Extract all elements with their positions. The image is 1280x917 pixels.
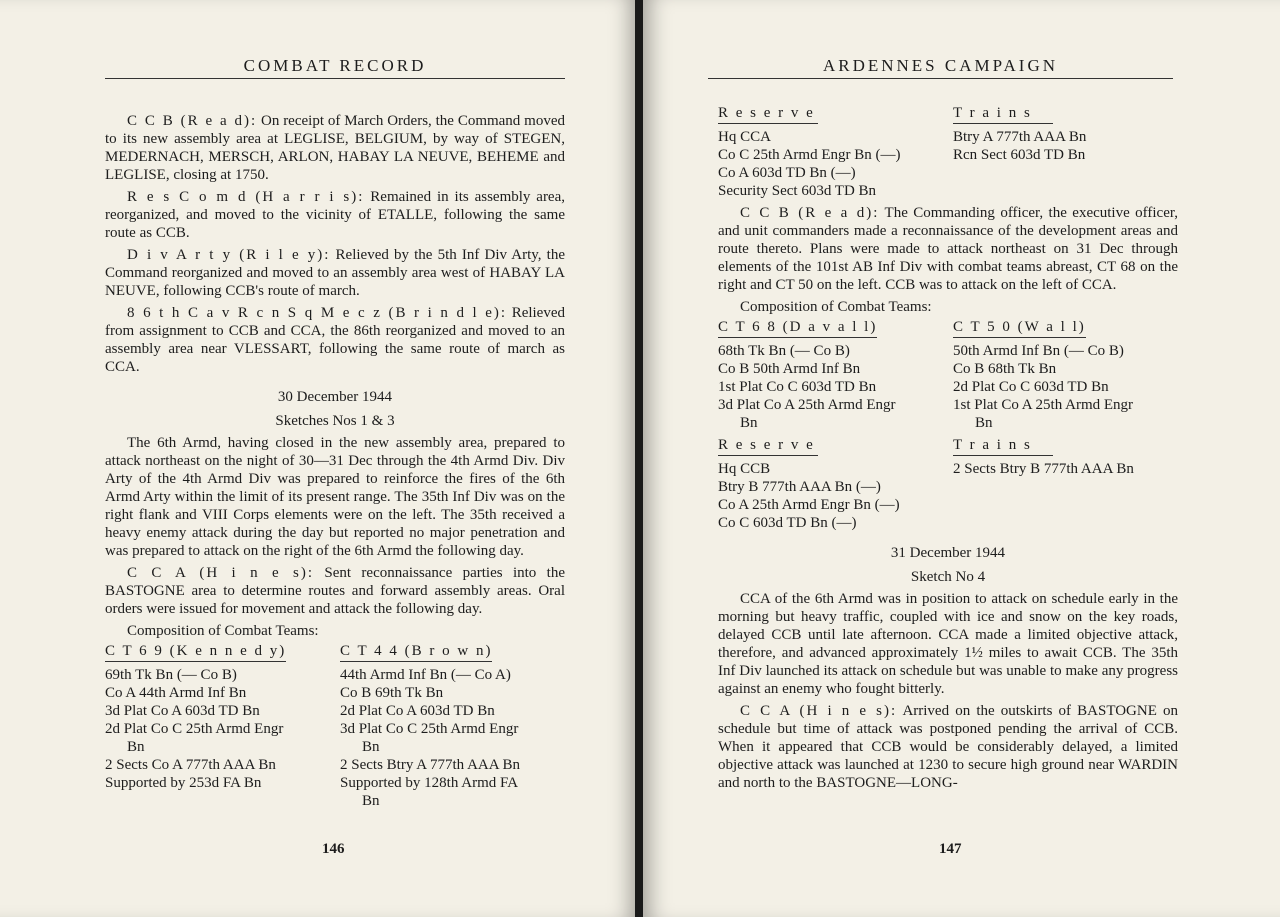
paragraph-text: On receipt of March Orders, the Command moved to its new assembly area at LEGLISE, BELGIUM, by way of STEGEN, MEDERNACH, MERSCH, ARLON, HABAY LA NEUVE, BEHEME and LEGLISE, closing at 1750. (105, 113, 565, 183)
page-number: 146 (322, 841, 345, 857)
group-column (718, 104, 943, 200)
unit-line: Rcn Sect 603d TD Bn (953, 147, 1086, 163)
paragraph-text: The 6th Armd, having closed in the new assembly area, prepared to attack northeast on the night of 30—31 Dec through the 4th Armd Div. Div Arty of the 4th Armd Div was prepared to reinforce the fires of the 6th Armd Arty within the limit of its present range. The 35th Inf Div was on the right flank and VIII Corps elements were on the left. The 35th received a heavy enemy attack during the day but reported no major penetration and was prepared to attack on the right of the 6th Armd the following day. (105, 435, 565, 559)
sketch-heading: Sketch No 4 (910, 569, 986, 585)
group-heading: T r a i n s (953, 436, 1053, 456)
reserve-trains-block (718, 104, 1178, 200)
unit-line: Bn (362, 793, 380, 809)
sketch-heading: Sketches Nos 1 & 3 (275, 413, 395, 429)
unit-line: Co B 68th Tk Bn (953, 361, 1057, 377)
unit-line: Co C 603d TD Bn (—) (718, 515, 857, 531)
paragraph-lead: C C B (R e a d): (740, 205, 880, 221)
paragraph-lead: C C B (R e a d): (127, 113, 258, 129)
unit-line: 3d Plat Co C 25th Armd Engr (340, 721, 519, 737)
paragraph-text: Sent reconnaissance parties into the BASTOGNE area to determine routes and forward assembly areas. Oral orders were issued for movement and attack the following day. (105, 565, 566, 617)
reserve-trains-block (718, 436, 1178, 532)
paragraph-lead: C C A (H i n e s): (127, 565, 314, 581)
team-column (105, 642, 330, 810)
paragraph-text: CCA of the 6th Armd was in position to attack on schedule early in the morning but heavy traffic, coupled with ice and snow on the key roads, delayed CCB until late afternoon. CCA made a limited objective attack, therefore, and advanced approximately 1½ miles to await CCB. The 35th Inf Div launched its attack on schedule but was unable to make any progress against an enemy who fought bitterly. (718, 591, 1178, 697)
running-head: ARDENNES CAMPAIGN (708, 56, 1173, 79)
unit-line: Btry A 777th AAA Bn (953, 129, 1087, 145)
paragraph (105, 434, 565, 560)
unit-line: Supported by 128th Armd FA (340, 775, 519, 791)
unit-line: Security Sect 603d TD Bn (718, 183, 877, 199)
team-heading: C T 6 9 (K e n n e d y) (105, 642, 286, 662)
team-column (340, 642, 565, 810)
unit-line: Bn (362, 739, 380, 755)
paragraph-lead: C C A (H i n e s): (740, 703, 898, 719)
unit-line: 2d Plat Co A 603d TD Bn (340, 703, 495, 719)
group-column (718, 436, 943, 532)
date-heading: 30 December 1944 (277, 389, 393, 405)
unit-line: Co C 25th Armd Engr Bn (—) (718, 147, 901, 163)
group-column (953, 104, 1178, 200)
team-column (953, 318, 1178, 432)
unit-line: Btry B 777th AAA Bn (—) (718, 479, 881, 495)
paragraph (105, 246, 565, 300)
running-head: COMBAT RECORD (105, 56, 565, 79)
date-heading: 31 December 1944 (890, 545, 1006, 561)
unit-line: 2 Sects Co A 777th AAA Bn (105, 757, 276, 773)
paragraph (718, 590, 1178, 698)
paragraph-text: The Commanding officer, the executive officer, and unit commanders made a reconnaissance of the development areas and route thereto. Plans were made to attack northeast on 31 Dec through elements of the 101st AB Inf Div with combat teams abreast, CT 68 on the right and CT 50 on the left. CCB was to attack on the left of CCA. (718, 205, 1178, 293)
paragraph (105, 304, 565, 376)
combat-teams (105, 642, 565, 810)
paragraph (105, 188, 565, 242)
unit-line: 69th Tk Bn (— Co B) (105, 667, 237, 683)
page-content (105, 112, 565, 814)
paragraph-lead: D i v A r t y (R i l e y): (127, 247, 331, 263)
combat-teams (718, 318, 1178, 432)
unit-line: 3d Plat Co A 25th Armd Engr (718, 397, 896, 413)
group-heading: R e s e r v e (718, 104, 818, 124)
unit-line: 2d Plat Co C 603d TD Bn (953, 379, 1109, 395)
paragraph-text: Remained in its assembly area, reorganized, and moved to the vicinity of ETALLE, following the same route as CCB. (105, 189, 565, 241)
team-heading: C T 6 8 (D a v a l l) (718, 318, 877, 338)
paragraph-text: Arrived on the outskirts of BASTOGNE on schedule but time of attack was postponed pending the arrival of CCB. When it appeared that CCB would be considerably delayed, a limited objective attack was launched at 1230 to secure high ground near WARDIN and north to the BASTOGNE—LONG- (718, 703, 1178, 791)
unit-line: Hq CCA (718, 129, 771, 145)
left-page (0, 0, 637, 917)
group-column (953, 436, 1178, 532)
paragraph-lead: R e s C o m d (H a r r i s): (127, 189, 365, 205)
unit-line: Bn (127, 739, 145, 755)
unit-line: Co A 44th Armd Inf Bn (105, 685, 247, 701)
unit-line: Co B 69th Tk Bn (340, 685, 444, 701)
paragraph (105, 564, 565, 618)
composition-label: Composition of Combat Teams: (740, 299, 932, 315)
paragraph-text: Relieved from assignment to CCB and CCA, the 86th reorganized and moved to an assembly area near VLESSART, following the same route of march as CCA. (105, 305, 566, 375)
paragraph (105, 112, 565, 184)
page-content (718, 102, 1178, 796)
unit-line: 68th Tk Bn (— Co B) (718, 343, 850, 359)
page-number: 147 (939, 841, 962, 857)
right-page (643, 0, 1280, 917)
unit-line: 2d Plat Co C 25th Armd Engr (105, 721, 284, 737)
unit-line: 44th Armd Inf Bn (— Co A) (340, 667, 511, 683)
paragraph (718, 204, 1178, 294)
unit-line: Bn (975, 415, 993, 431)
team-heading: C T 5 0 (W a l l) (953, 318, 1086, 338)
unit-line: 2 Sects Btry B 777th AAA Bn (953, 461, 1134, 477)
paragraph (718, 702, 1178, 792)
unit-line: Hq CCB (718, 461, 771, 477)
unit-line: Bn (740, 415, 758, 431)
unit-line: 1st Plat Co C 603d TD Bn (718, 379, 877, 395)
unit-line: 50th Armd Inf Bn (— Co B) (953, 343, 1124, 359)
unit-line: Co A 603d TD Bn (—) (718, 165, 856, 181)
group-heading: T r a i n s (953, 104, 1053, 124)
group-heading: R e s e r v e (718, 436, 818, 456)
unit-line: 3d Plat Co A 603d TD Bn (105, 703, 260, 719)
paragraph-lead: 8 6 t h C a v R c n S q M e c z (B r i n d l e): (127, 305, 508, 321)
unit-line: Co A 25th Armd Engr Bn (—) (718, 497, 900, 513)
team-heading: C T 4 4 (B r o w n) (340, 642, 492, 662)
unit-line: 1st Plat Co A 25th Armd Engr (953, 397, 1134, 413)
team-column (718, 318, 943, 432)
unit-line: 2 Sects Btry A 777th AAA Bn (340, 757, 521, 773)
unit-line: Co B 50th Armd Inf Bn (718, 361, 861, 377)
unit-line: Supported by 253d FA Bn (105, 775, 262, 791)
paragraph-text: Relieved by the 5th Inf Div Arty, the Command reorganized and moved to an assembly area west of HABAY LA NEUVE, following CCB's route of march. (105, 247, 566, 299)
composition-label: Composition of Combat Teams: (127, 623, 319, 639)
